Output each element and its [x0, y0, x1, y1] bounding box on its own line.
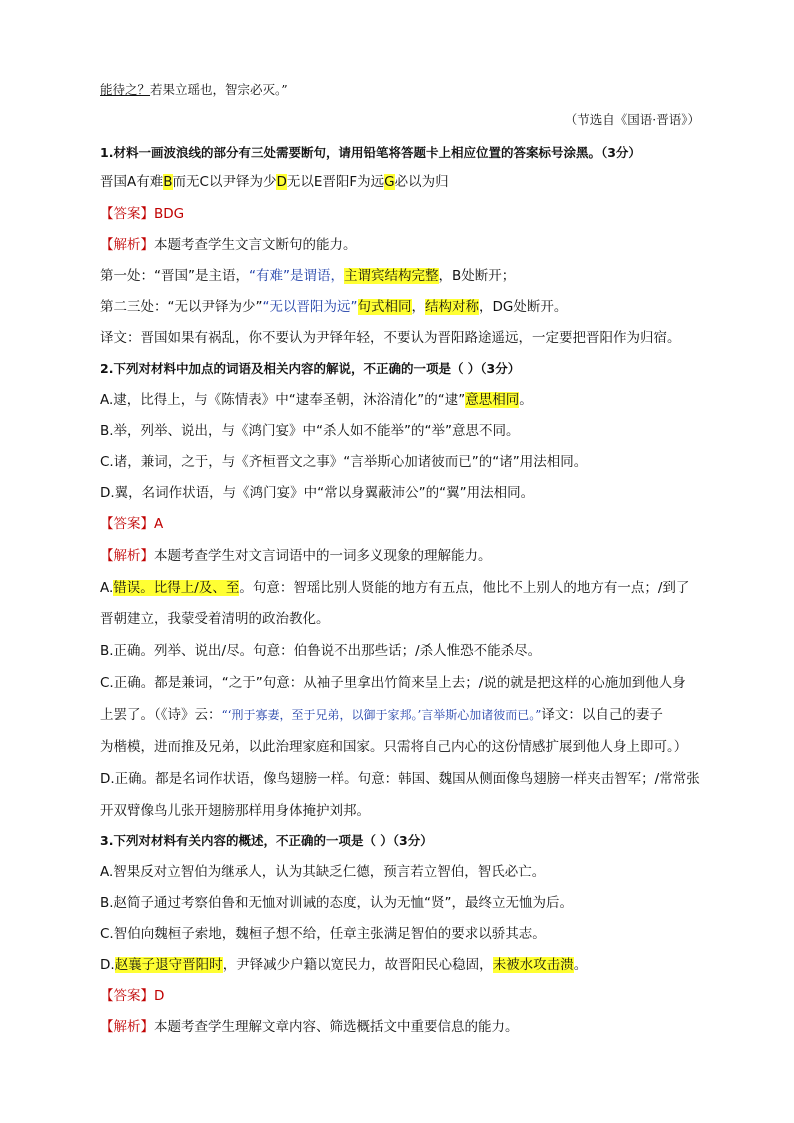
highlighted-text: 意思相同	[465, 392, 520, 408]
marker-a: A	[127, 174, 137, 190]
analysis-text: 本题考查学生理解文章内容、筛选概括文中重要信息的能力。	[154, 1019, 519, 1035]
q2-explain-c-1: C.正确。都是兼词，“之于”句意：从袖子里拿出竹简来呈上去；/说的就是把这样的心施加到他人身	[100, 675, 686, 691]
answer-value: A	[154, 516, 164, 532]
answer-tag: 【答案】	[100, 988, 154, 1004]
text-span: 第二三处：“无以尹铎为少”	[100, 299, 263, 315]
q2-explain-d-2: 开双臂像鸟儿张开翅膀那样用身体掩护刘邦。	[100, 803, 370, 819]
q2-option-b: B.举，列举、说出，与《鸿门宴》中“杀人如不能举”的“举”意思不同。	[100, 423, 520, 439]
marker-d: D	[276, 174, 287, 190]
analysis-text: 本题考查学生对文言词语中的一词多义现象的理解能力。	[154, 548, 492, 564]
q2-analysis	[100, 546, 700, 566]
text-span: D.	[100, 957, 115, 973]
text-span: 。	[573, 957, 588, 973]
highlighted-text: 主谓宾结构完整	[344, 268, 439, 284]
text-span: 晋国	[100, 174, 127, 190]
q2-explain-c-3: 为楷模，进而推及兄弟，以此治理家庭和国家。只需将自己内心的这份情感扩展到他人身上即可。）	[100, 739, 688, 755]
text-span: A.逮，比得上，与《陈情表》中	[100, 392, 289, 408]
q2-option-c: C.诸，兼词，之于，与《齐桓晋文之事》“言举斯心加诸彼而已”的“诸”用法相同。	[100, 454, 588, 470]
marker-g: G	[384, 174, 395, 190]
text-span: 上罢了。（《诗》云：	[100, 707, 222, 723]
source-citation: （节选自《国语·晋语》）	[564, 112, 700, 127]
text-span: 而无	[172, 174, 200, 190]
text-span: “逮奉圣朝，沐浴清化”的“逮”	[288, 392, 466, 408]
text-line	[100, 80, 700, 100]
underlined-text: 能待之？	[100, 82, 151, 97]
highlighted-text: 句式相同	[357, 299, 412, 315]
marker-f: F	[349, 174, 358, 190]
q1-explanation-1	[100, 266, 700, 286]
text-span: 。句意：智瑶比别人贤能的地方有五点，他比不上别人的地方有一点；/到了	[239, 580, 690, 596]
q1-analysis	[100, 235, 700, 255]
question-2-title: 2.下列对材料中加点的词语及相关内容的解说，不正确的一项是（ ）（3分）	[100, 361, 521, 376]
q1-explanation-2	[100, 297, 700, 317]
text-span: 为远	[357, 174, 385, 190]
text-span: 必以为归	[394, 174, 449, 190]
highlighted-text: 未被水攻击溃	[492, 957, 574, 973]
q2-answer	[100, 514, 700, 534]
q2-explain-a-2: 晋朝建立，我蒙受着清明的政治教化。	[100, 611, 330, 627]
analysis-text: 本题考查学生文言文断句的能力。	[154, 237, 357, 253]
highlighted-text: 结构对称	[425, 299, 479, 315]
answer-value: D	[154, 988, 165, 1004]
analysis-tag: 【解析】	[100, 1019, 154, 1035]
q2-explain-b: B.正确。列举、说出/尽。句意：伯鲁说不出那些话；/杀人惟恐不能杀尽。	[100, 643, 542, 659]
text-span: 译文：以自己的妻子	[541, 707, 663, 723]
q2-option-d: D.翼，名词作状语，与《鸿门宴》中“常以身翼蔽沛公”的“翼”用法相同。	[100, 485, 535, 501]
text-span: 无以	[286, 174, 314, 190]
marker-c: C	[199, 174, 209, 190]
question-1-title: 1.材料一画波浪线的部分有三处需要断句，请用铅笔将答题卡上相应位置的答案标号涂黑。（3分）	[100, 145, 641, 160]
quote-span: “‘刑于寡妻，至于兄弟，以御于家邦。’言举斯心加诸彼而已。”	[221, 708, 542, 722]
answer-tag: 【答案】	[100, 206, 154, 222]
text-span: 有难	[136, 174, 164, 190]
text-span: 晋阳	[322, 174, 350, 190]
text-span: 以尹铎为少	[208, 174, 277, 190]
q3-option-b: B.赵简子通过考察伯鲁和无恤对训诫的态度，认为无恤“贤”，最终立无恤为后。	[100, 895, 574, 911]
text-span: ，DG处断开。	[479, 299, 568, 315]
quote-span: “有难”是谓语，	[249, 268, 344, 284]
text-span: ，B处断开；	[438, 268, 516, 284]
text-span: 。	[519, 392, 533, 408]
question-3-title: 3.下列对材料有关内容的概述，不正确的一项是（ ）（3分）	[100, 833, 433, 848]
q2-explain-c-2	[100, 705, 700, 725]
q1-sentence	[100, 172, 700, 192]
q3-option-d	[100, 955, 700, 975]
marker-e: E	[313, 174, 323, 190]
q3-option-a: A.智果反对立智伯为继承人，认为其缺乏仁德，预言若立智伯，智氏必亡。	[100, 864, 546, 880]
text-span: 第一处：“晋国”是主语，	[100, 268, 249, 284]
q2-explain-a-1	[100, 578, 700, 598]
quote-span: “无以晋阳为远”	[262, 299, 358, 315]
q2-explain-d-1: D.正确。都是名词作状语，像鸟翅膀一样。句意：韩国、魏国从侧面像鸟翅膀一样夹击智军；/常常张	[100, 771, 700, 787]
text-span: 若果立瑶也，智宗必灭。”	[150, 82, 288, 97]
text-span: A.	[100, 580, 114, 596]
q3-answer	[100, 986, 700, 1006]
text-span: ，	[411, 299, 425, 315]
marker-b: B	[163, 174, 173, 190]
text-span: ，尹铎减少户籍以宽民力，故晋阳民心稳固，	[222, 957, 493, 973]
q3-analysis	[100, 1017, 700, 1037]
answer-tag: 【答案】	[100, 516, 154, 532]
answer-value: BDG	[154, 206, 185, 222]
q1-answer	[100, 204, 700, 224]
q1-translation: 译文：晋国如果有祸乱，你不要认为尹铎年轻，不要认为晋阳路途遥远，一定要把晋阳作为归宿。	[100, 330, 681, 346]
highlighted-text: 错误。比得上/及、至	[113, 580, 240, 596]
highlighted-text: 赵襄子退守晋阳时	[114, 957, 223, 973]
analysis-tag: 【解析】	[100, 548, 154, 564]
q2-option-a	[100, 390, 700, 410]
analysis-tag: 【解析】	[100, 237, 154, 253]
q3-option-c: C.智伯向魏桓子索地，魏桓子想不给，任章主张满足智伯的要求以骄其志。	[100, 926, 546, 942]
